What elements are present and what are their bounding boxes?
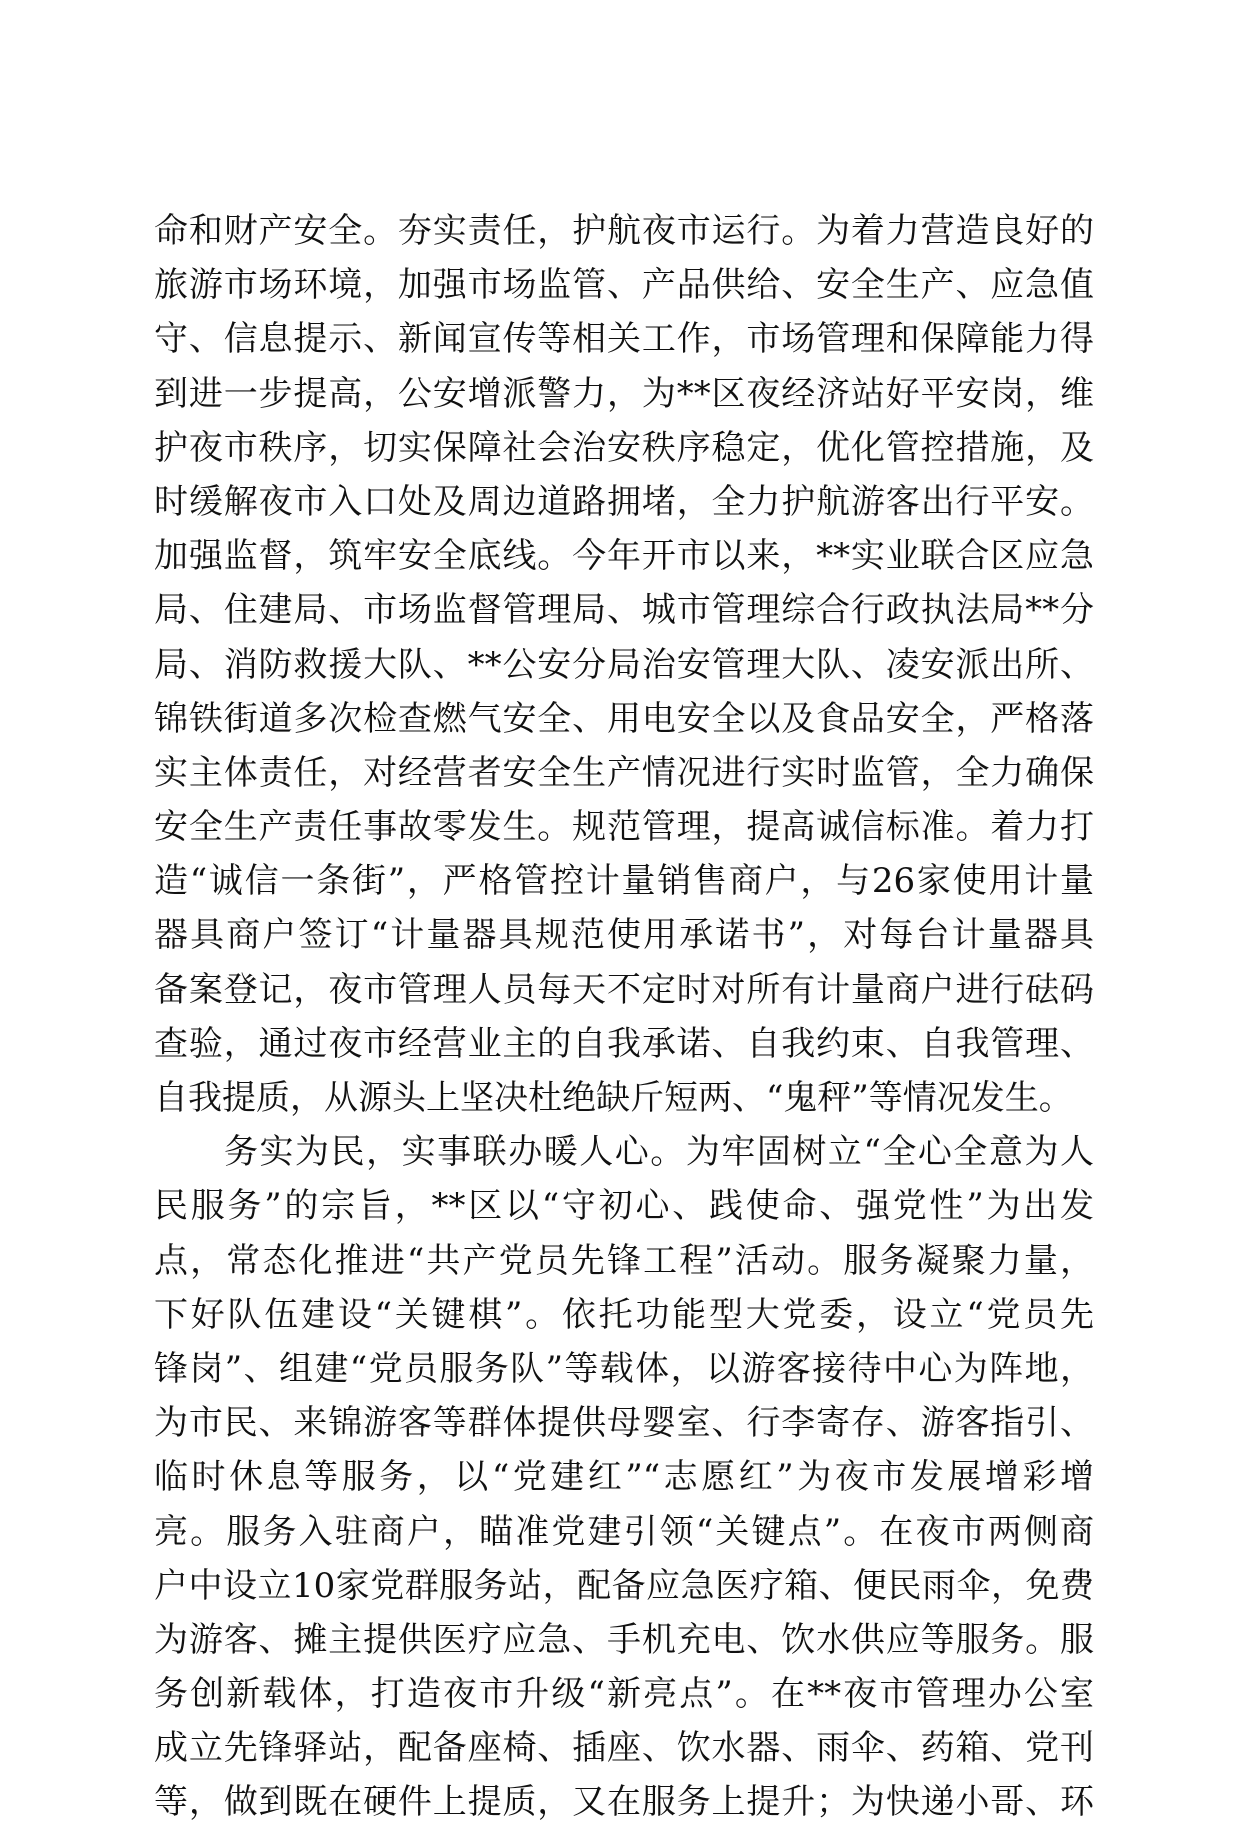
text-line: 查验，通过夜市经营业主的自我承诺、自我约束、自我管理、 — [154, 1023, 1094, 1064]
text-line: 等，做到既在硬件上提质，又在服务上提升；为快递小哥、环 — [154, 1782, 1094, 1823]
text-line: 点，常态化推进“共产党员先锋工程”活动。服务凝聚力量， — [154, 1240, 1094, 1281]
text-line: 造“诚信一条街”，严格管控计量销售商户，与26家使用计量 — [154, 861, 1094, 902]
text-line: 务创新载体，打造夜市升级“新亮点”。在**夜市管理办公室 — [154, 1674, 1094, 1715]
text-line: 局、住建局、市场监督管理局、城市管理综合行政执法局**分 — [154, 590, 1094, 631]
text-line: 下好队伍建设“关键棋”。依托功能型大党委，设立“党员先 — [154, 1294, 1094, 1335]
text-line: 临时休息等服务，以“党建红”“志愿红”为夜市发展增彩增 — [154, 1457, 1094, 1498]
text-line: 时缓解夜市入口处及周边道路拥堵，全力护航游客出行平安。 — [154, 481, 1094, 522]
text-line: 备案登记，夜市管理人员每天不定时对所有计量商户进行砝码 — [154, 969, 1094, 1010]
body-text — [154, 204, 1094, 1830]
text-line: 成立先锋驿站，配备座椅、插座、饮水器、雨伞、药箱、党刊 — [154, 1728, 1094, 1769]
text-line: 局、消防救援大队、**公安分局治安管理大队、凌安派出所、 — [154, 644, 1094, 685]
text-line: 安全生产责任事故零发生。规范管理，提高诚信标准。着力打 — [154, 807, 1094, 848]
text-line: 锋岗”、组建“党员服务队”等载体，以游客接待中心为阵地， — [154, 1348, 1094, 1389]
text-line: 加强监督，筑牢安全底线。今年开市以来，**实业联合区应急 — [154, 536, 1094, 577]
text-line: 器具商户签订“计量器具规范使用承诺书”，对每台计量器具 — [154, 915, 1094, 956]
text-line: 务实为民，实事联办暖人心。为牢固树立“全心全意为人 — [224, 1132, 1094, 1173]
text-line: 护夜市秩序，切实保障社会治安秩序稳定，优化管控措施，及 — [154, 427, 1094, 468]
text-line: 命和财产安全。夯实责任，护航夜市运行。为着力营造良好的 — [154, 211, 1094, 251]
text-line: 锦铁街道多次检查燃气安全、用电安全以及食品安全，严格落 — [154, 698, 1094, 739]
text-line: 亮。服务入驻商户，瞄准党建引领“关键点”。在夜市两侧商 — [154, 1511, 1094, 1552]
text-line: 为市民、来锦游客等群体提供母婴室、行李寄存、游客指引、 — [154, 1403, 1094, 1444]
text-line: 户中设立10家党群服务站，配备应急医疗箱、便民雨伞，免费 — [154, 1565, 1094, 1606]
text-line: 守、信息提示、新闻宣传等相关工作，市场管理和保障能力得 — [154, 319, 1094, 360]
text-line: 到进一步提高，公安增派警力，为**区夜经济站好平安岗，维 — [154, 373, 1094, 414]
text-line: 旅游市场环境，加强市场监管、产品供给、安全生产、应急值 — [154, 265, 1094, 306]
text-line: 自我提质，从源头上坚决杜绝缺斤短两、“鬼秤”等情况发生。 — [154, 1078, 1073, 1118]
text-line: 实主体责任，对经营者安全生产情况进行实时监管，全力确保 — [154, 752, 1094, 793]
text-line: 为游客、摊主提供医疗应急、手机充电、饮水供应等服务。服 — [154, 1619, 1094, 1660]
text-line: 民服务”的宗旨，**区以“守初心、践使命、强党性”为出发 — [154, 1186, 1094, 1227]
